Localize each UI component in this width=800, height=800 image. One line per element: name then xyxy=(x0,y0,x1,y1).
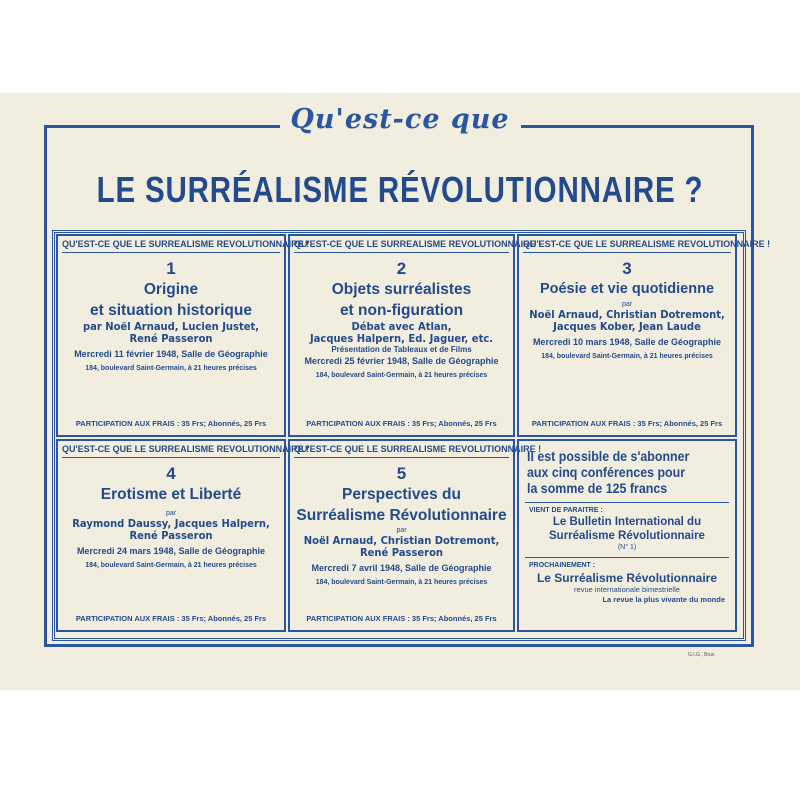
prochain-label: PROCHAINEMENT : xyxy=(529,562,596,569)
revue-tagline: La revue la plus vivante du monde xyxy=(602,595,725,604)
conference-number: 5 xyxy=(396,464,407,483)
par-label: par xyxy=(396,527,407,534)
conference-address: 184, boulevard Saint-Germain, à 21 heures précises xyxy=(315,579,488,586)
cell-heading: QU'EST-CE QUE LE SURREALISME REVOLUTIONNAIRE ! xyxy=(294,239,509,253)
conference-cell-1 xyxy=(56,234,310,437)
conference-address: 184, boulevard Saint-Germain, à 21 heures précises xyxy=(85,365,257,372)
subscription-line-3: la somme de 125 francs xyxy=(527,481,668,496)
conference-date: Mercredi 25 février 1948, Salle de Géographie xyxy=(304,356,499,366)
conference-authors-line2: René Passeron xyxy=(129,333,213,345)
conference-authors: par Noël Arnaud, Lucien Justet, xyxy=(82,321,260,333)
frame-left xyxy=(44,125,47,647)
conference-title: Objets surréalistes xyxy=(331,281,472,298)
bulletin-title: Le Bulletin International du xyxy=(552,516,702,528)
conference-cell-4 xyxy=(56,439,310,632)
conference-number: 2 xyxy=(396,259,407,278)
conference-title-line2: et non-figuration xyxy=(339,302,464,319)
vient-label: VIENT DE PARAITRE : xyxy=(529,507,603,514)
conference-authors: Raymond Daussy, Jacques Halpern, xyxy=(72,518,270,530)
conference-cell-2 xyxy=(288,234,542,437)
subscription-line-2: aux cinq conférences pour xyxy=(527,465,686,480)
cell-heading: QU'EST-CE QUE LE SURREALISME REVOLUTIONNAIRE ! xyxy=(62,444,280,458)
frame-bottom xyxy=(44,644,754,647)
main-title: LE SURRÉALISME RÉVOLUTIONNAIRE ? xyxy=(96,169,704,210)
conference-fees: PARTICIPATION AUX FRAIS : 35 Frs; Abonnés, 25 Frs xyxy=(306,614,497,623)
script-title: Qu'est-ce que xyxy=(290,104,510,135)
conference-address: 184, boulevard Saint-Germain, à 21 heures précises xyxy=(541,353,713,360)
conference-fees: PARTICIPATION AUX FRAIS : 35 Frs; Abonnés, 25 Frs xyxy=(531,419,723,428)
conference-date: Mercredi 10 mars 1948, Salle de Géographie xyxy=(532,337,722,347)
frame-right xyxy=(751,125,754,647)
info-divider xyxy=(525,502,729,503)
conference-fees: PARTICIPATION AUX FRAIS : 35 Frs; Abonnés, 25 Frs xyxy=(75,419,267,428)
conference-title: Erotisme et Liberté xyxy=(100,486,242,503)
conference-date: Mercredi 7 avril 1948, Salle de Géographie xyxy=(311,563,492,573)
conference-title: Poésie et vie quotidienne xyxy=(539,281,715,297)
conference-title: Origine xyxy=(143,281,199,298)
bulletin-title-line2: Surréalisme Révolutionnaire xyxy=(549,530,705,542)
conference-number: 1 xyxy=(166,259,176,278)
conference-cell-3 xyxy=(517,234,771,437)
revue-title: Le Surréalisme Révolutionnaire xyxy=(536,571,718,585)
cell-heading: QU'EST-CE QUE LE SURREALISME REVOLUTIONNAIRE ! xyxy=(523,239,731,253)
conference-authors: Noël Arnaud, Christian Dotremont, xyxy=(529,309,725,321)
conference-title-line2: Surréalisme Révolutionnaire xyxy=(296,507,507,524)
conference-authors: Noël Arnaud, Christian Dotremont, xyxy=(303,535,500,547)
conference-authors-line2: René Passeron xyxy=(359,547,444,559)
info-cell xyxy=(517,439,737,632)
conference-authors-line2: Jacques Kober, Jean Laude xyxy=(553,321,701,333)
conference-address: 184, boulevard Saint-Germain, à 21 heures précises xyxy=(315,372,488,379)
conference-date: Mercredi 11 février 1948, Salle de Géographie xyxy=(74,349,268,359)
conference-number: 3 xyxy=(622,259,632,278)
conference-authors-line2: René Passeron xyxy=(129,530,213,542)
conference-number: 4 xyxy=(166,464,176,483)
conference-fees: PARTICIPATION AUX FRAIS : 35 Frs; Abonnés, 25 Frs xyxy=(306,419,497,428)
conference-date: Mercredi 24 mars 1948, Salle de Géographie xyxy=(76,546,266,556)
conference-title: Perspectives du xyxy=(342,486,461,503)
conference-fees: PARTICIPATION AUX FRAIS : 35 Frs; Abonnés, 25 Frs xyxy=(75,614,267,623)
printer-mark: G.I.G., Brux. xyxy=(688,652,716,658)
info-divider xyxy=(525,557,729,558)
conference-authors-line2: Jacques Halpern, Ed. Jaguer, etc. xyxy=(309,333,494,345)
revue-subtitle: revue internationale bimestrielle xyxy=(574,585,680,594)
conference-extra: Présentation de Tableaux et de Films xyxy=(331,345,472,354)
conference-title-line2: et situation historique xyxy=(90,302,252,319)
conference-authors: Débat avec Atlan, xyxy=(351,321,452,333)
par-label: par xyxy=(165,510,177,517)
cell-heading: QU'EST-CE QUE LE SURREALISME REVOLUTIONNAIRE ! xyxy=(294,444,509,458)
subscription-line-1: Il est possible de s'abonner xyxy=(527,449,690,464)
cell-heading: QU'EST-CE QUE LE SURREALISME REVOLUTIONNAIRE ! xyxy=(62,239,280,253)
conference-cell-5 xyxy=(288,439,542,632)
conference-address: 184, boulevard Saint-Germain, à 21 heures précises xyxy=(85,562,257,569)
par-label: par xyxy=(621,301,633,308)
bulletin-number: (N° 1) xyxy=(617,544,637,551)
